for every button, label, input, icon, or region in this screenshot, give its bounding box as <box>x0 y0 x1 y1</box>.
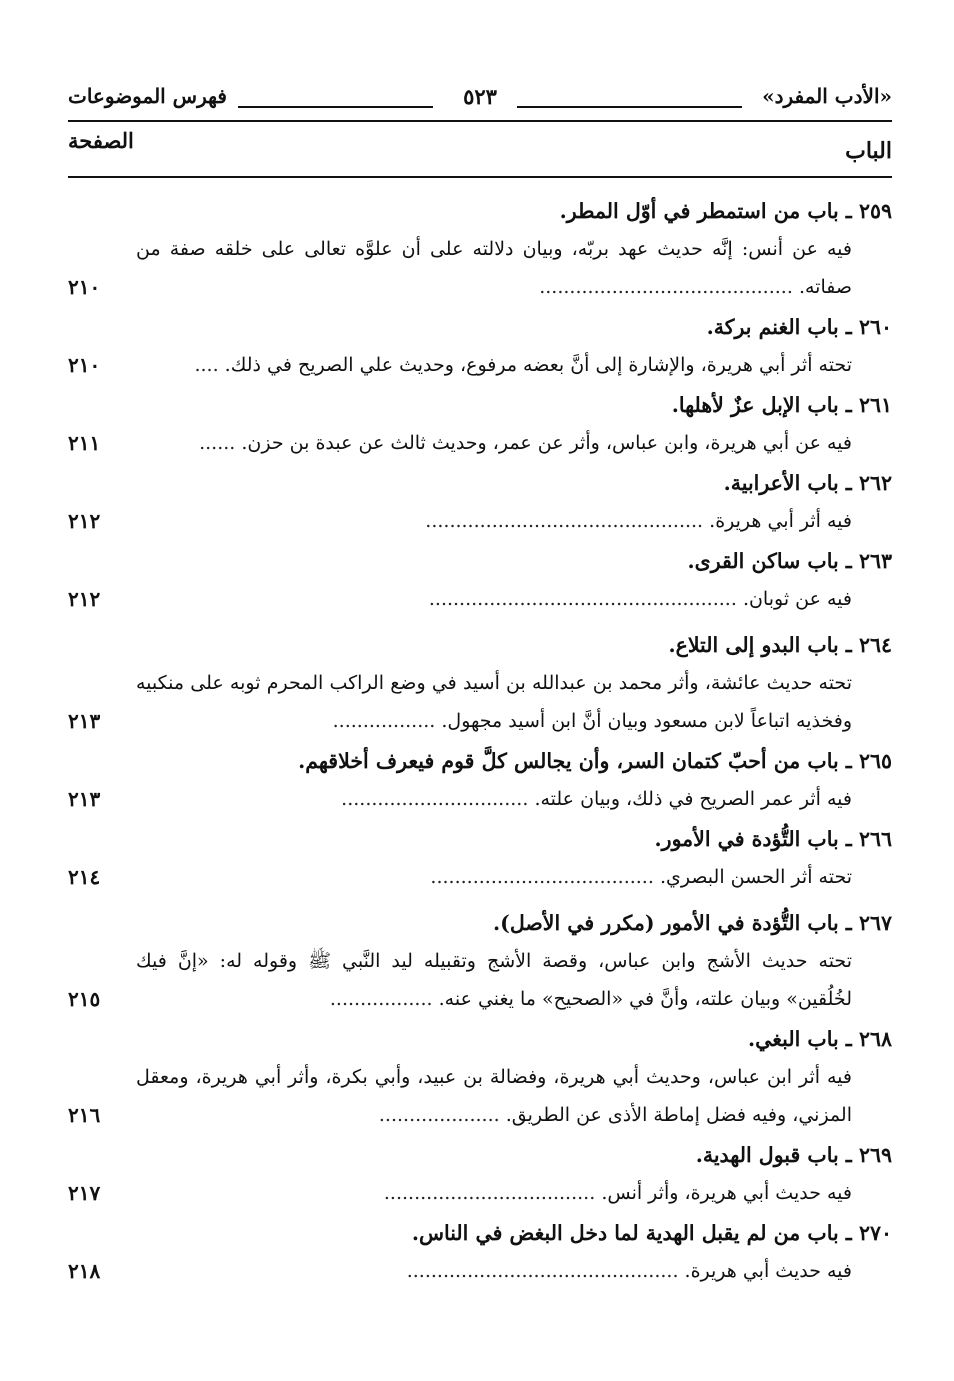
entry-page-number[interactable]: ٢١٦ <box>68 1103 101 1127</box>
header-rule-left <box>238 106 433 108</box>
entry-description <box>68 780 892 818</box>
leader-dots: ...... <box>199 432 236 454</box>
entry-page-number[interactable]: ٢١٣ <box>68 709 101 733</box>
leader-dots: .... <box>194 354 219 376</box>
entry-page-number[interactable]: ٢١٤ <box>68 865 101 889</box>
entry-description-text: فيه أثر ابن عباس، وحديث أبي هريرة، وفضالة بن عبيد، وأبي بكرة، وأثر أبي هريرة، ومعقل المزني، وفيه فضل إماطة الأذى عن الطريق. <box>136 1066 852 1126</box>
leader-dots: .................... <box>378 1104 500 1126</box>
entry-description-text: فيه أثر عمر الصريح في ذلك، وبيان علته. <box>534 788 852 810</box>
entry-title[interactable]: ٢٦٦ ـ باب التُّؤدة في الأمور. <box>654 827 892 851</box>
toc-entry <box>68 742 892 818</box>
column-headers <box>68 128 892 168</box>
entry-title[interactable]: ٢٦٥ ـ باب من أحبّ كتمان السر، وأن يجالس كلَّ قوم فيعرف أخلاقهم. <box>298 749 892 773</box>
leader-dots: ................................................... <box>428 588 737 610</box>
entry-description <box>68 942 892 1018</box>
entry-page-number[interactable]: ٢١٢ <box>68 509 101 533</box>
entry-page-number[interactable]: ٢١١ <box>68 431 101 455</box>
page-number: ٥٢٣ <box>463 84 497 109</box>
entry-description-text: فيه عن أنس: إنَّه حديث عهد بربّه، وبيان دلالته على أن علوَّه تعالى على خلقه صفة من صفاته. <box>136 238 852 298</box>
toc-entries <box>68 192 892 1292</box>
entry-description-text: فيه عن ثوبان. <box>742 588 852 610</box>
entry-page-number[interactable]: ٢١٣ <box>68 787 101 811</box>
entry-description-text: فيه عن أبي هريرة، وابن عباس، وأثر عن عمر، وحديث ثالث عن عبدة بن حزن. <box>241 432 852 454</box>
entry-description-text: فيه حديث أبي هريرة. <box>684 1260 852 1282</box>
entry-page-number[interactable]: ٢١٥ <box>68 987 101 1011</box>
leader-dots: ................................... <box>383 1182 596 1204</box>
toc-entry <box>68 464 892 540</box>
entry-title[interactable]: ٢٦٢ ـ باب الأعرابية. <box>723 471 892 495</box>
toc-entry <box>68 820 892 896</box>
entry-page-number[interactable]: ٢١٠ <box>68 275 101 299</box>
leader-dots: ................. <box>329 988 433 1010</box>
toc-entry <box>68 1020 892 1134</box>
running-header <box>68 84 892 114</box>
leader-dots: ..................................... <box>430 866 654 888</box>
entry-description <box>68 1174 892 1212</box>
entry-description <box>68 1252 892 1290</box>
entry-page-number[interactable]: ٢١٢ <box>68 587 101 611</box>
entry-page-number[interactable]: ٢١٠ <box>68 353 101 377</box>
entry-description <box>68 1058 892 1134</box>
entry-title[interactable]: ٢٦١ ـ باب الإبل عزٌ لأهلها. <box>671 393 892 417</box>
entry-title[interactable]: ٢٦٧ ـ باب التُّؤدة في الأمور (مكرر في الأصل). <box>493 911 892 935</box>
leader-dots: .......................................... <box>539 276 793 298</box>
toc-entry <box>68 308 892 384</box>
entry-description <box>68 580 892 618</box>
toc-entry <box>68 386 892 462</box>
entry-description-text: تحته حديث الأشج وابن عباس، وقصة الأشج وتقبيله ليد النَّبي ﷺ وقوله له: «إنَّ فيك لخُلُقين» وبيان علته، وأنَّ في «الصحيح» ما يغني عنه. <box>136 950 852 1010</box>
header-divider <box>68 120 892 122</box>
column-divider <box>68 176 892 178</box>
toc-entry <box>68 192 892 306</box>
entry-description <box>68 424 892 462</box>
leader-dots: ............................................. <box>406 1260 679 1282</box>
entry-description-text: فيه أثر أبي هريرة. <box>709 510 852 532</box>
leader-dots: ................. <box>332 710 436 732</box>
toc-entry <box>68 904 892 1018</box>
toc-entry <box>68 626 892 740</box>
entry-description-text: فيه حديث أبي هريرة، وأثر أنس. <box>601 1182 852 1204</box>
header-rule-right <box>517 106 742 108</box>
entry-description <box>68 664 892 740</box>
entry-title[interactable]: ٢٦٨ ـ باب البغي. <box>748 1027 892 1051</box>
section-title: فهرس الموضوعات <box>68 84 227 108</box>
toc-entry <box>68 1214 892 1290</box>
book-title: «الأدب المفرد» <box>762 84 892 108</box>
chapter-column-label: الباب <box>845 138 892 164</box>
entry-page-number[interactable]: ٢١٨ <box>68 1259 101 1283</box>
entry-page-number[interactable]: ٢١٧ <box>68 1181 101 1205</box>
entry-description <box>68 858 892 896</box>
entry-description <box>68 502 892 540</box>
entry-title[interactable]: ٢٧٠ ـ باب من لم يقبل الهدية لما دخل البغض في الناس. <box>411 1221 892 1245</box>
toc-entry <box>68 1136 892 1212</box>
entry-description-text: تحته حديث عائشة، وأثر محمد بن عبدالله بن أسيد في وضع الراكب المحرم ثوبه على منكبيه وفخذيه اتباعاً لابن مسعود وبيان أنَّ ابن أسيد مجهول. <box>136 672 852 732</box>
entry-description <box>68 346 892 384</box>
entry-title[interactable]: ٢٦٠ ـ باب الغنم بركة. <box>706 315 892 339</box>
entry-description-text: تحته أثر الحسن البصري. <box>659 866 852 888</box>
leader-dots: .............................................. <box>425 510 704 532</box>
entry-title[interactable]: ٢٦٣ ـ باب ساكن القرى. <box>687 549 892 573</box>
page-column-label: الصفحة <box>68 128 134 153</box>
leader-dots: ............................... <box>341 788 529 810</box>
toc-entry <box>68 542 892 618</box>
entry-description <box>68 230 892 306</box>
entry-description-text: تحته أثر أبي هريرة، والإشارة إلى أنَّ بعضه مرفوع، وحديث علي الصريح في ذلك. <box>224 354 852 376</box>
entry-title[interactable]: ٢٦٩ ـ باب قبول الهدية. <box>695 1143 892 1167</box>
index-page <box>68 0 892 1381</box>
entry-title[interactable]: ٢٦٤ ـ باب البدو إلى التلاع. <box>668 633 892 657</box>
entry-title[interactable]: ٢٥٩ ـ باب من استمطر في أوّل المطر. <box>559 199 892 223</box>
